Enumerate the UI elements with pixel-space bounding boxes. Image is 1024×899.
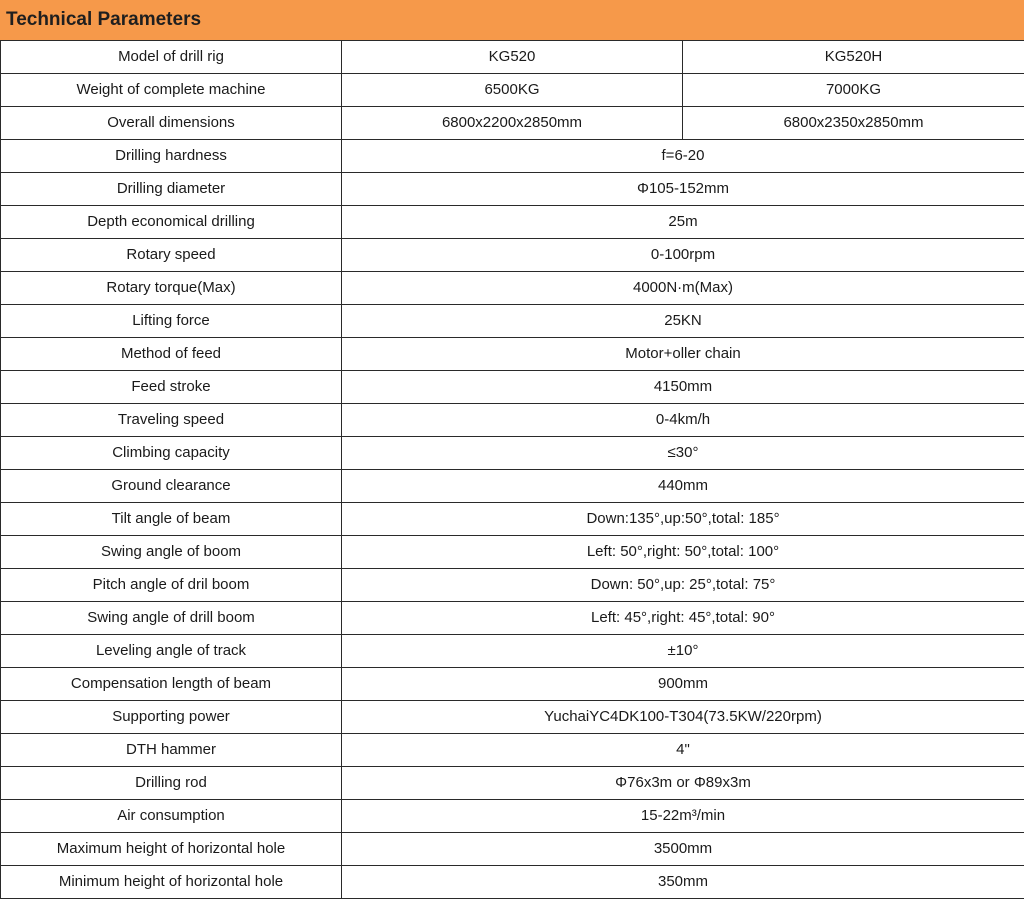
param-label: Compensation length of beam <box>1 668 342 701</box>
param-value-kg520h: 7000KG <box>683 74 1024 107</box>
table-row <box>1 272 1024 305</box>
param-value: Left: 50°,right: 50°,total: 100° <box>342 536 1024 569</box>
spec-table-body <box>1 41 1024 899</box>
param-label: Traveling speed <box>1 404 342 437</box>
param-value: 25KN <box>342 305 1024 338</box>
param-value: 4000N·m(Max) <box>342 272 1024 305</box>
param-value-kg520: 6800x2200x2850mm <box>342 107 683 140</box>
table-row <box>1 437 1024 470</box>
param-value: 25m <box>342 206 1024 239</box>
param-label: Drilling hardness <box>1 140 342 173</box>
param-label: Swing angle of boom <box>1 536 342 569</box>
param-value: Φ76x3m or Φ89x3m <box>342 767 1024 800</box>
param-label: Climbing capacity <box>1 437 342 470</box>
table-row <box>1 668 1024 701</box>
param-label: Tilt angle of beam <box>1 503 342 536</box>
technical-parameters-table <box>0 40 1024 899</box>
param-label: Air consumption <box>1 800 342 833</box>
title-bar <box>0 0 1024 40</box>
table-row <box>1 635 1024 668</box>
table-row <box>1 305 1024 338</box>
param-value: YuchaiYC4DK100-T304(73.5KW/220rpm) <box>342 701 1024 734</box>
table-row <box>1 800 1024 833</box>
param-value: Down:135°,up:50°,total: 185° <box>342 503 1024 536</box>
param-label: Minimum height of horizontal hole <box>1 866 342 899</box>
param-value: ±10° <box>342 635 1024 668</box>
table-row <box>1 404 1024 437</box>
table-row <box>1 866 1024 899</box>
param-value: 440mm <box>342 470 1024 503</box>
param-value: 15-22m³/min <box>342 800 1024 833</box>
param-label: Pitch angle of dril boom <box>1 569 342 602</box>
param-value: Motor+oller chain <box>342 338 1024 371</box>
param-label: Rotary speed <box>1 239 342 272</box>
param-label: Overall dimensions <box>1 107 342 140</box>
param-value: 4" <box>342 734 1024 767</box>
param-label: Maximum height of horizontal hole <box>1 833 342 866</box>
param-value: Down: 50°,up: 25°,total: 75° <box>342 569 1024 602</box>
param-value: 4150mm <box>342 371 1024 404</box>
table-row <box>1 833 1024 866</box>
table-row <box>1 701 1024 734</box>
table-row <box>1 107 1024 140</box>
param-value: 0-100rpm <box>342 239 1024 272</box>
param-label: Rotary torque(Max) <box>1 272 342 305</box>
param-label: Drilling diameter <box>1 173 342 206</box>
param-label: Model of drill rig <box>1 41 342 74</box>
param-value: 0-4km/h <box>342 404 1024 437</box>
param-value: 900mm <box>342 668 1024 701</box>
table-row <box>1 536 1024 569</box>
param-value: 3500mm <box>342 833 1024 866</box>
table-row <box>1 239 1024 272</box>
param-value: 350mm <box>342 866 1024 899</box>
param-label: Feed stroke <box>1 371 342 404</box>
table-row <box>1 371 1024 404</box>
param-label: Drilling rod <box>1 767 342 800</box>
table-row <box>1 206 1024 239</box>
param-value: Φ105-152mm <box>342 173 1024 206</box>
table-row <box>1 602 1024 635</box>
param-label: Leveling angle of track <box>1 635 342 668</box>
table-row <box>1 767 1024 800</box>
param-value-kg520: 6500KG <box>342 74 683 107</box>
table-row <box>1 503 1024 536</box>
param-label: DTH hammer <box>1 734 342 767</box>
table-row <box>1 338 1024 371</box>
param-label: Swing angle of drill boom <box>1 602 342 635</box>
param-value: Left: 45°,right: 45°,total: 90° <box>342 602 1024 635</box>
table-row-model <box>1 41 1024 74</box>
param-value-kg520h: 6800x2350x2850mm <box>683 107 1024 140</box>
param-label: Depth economical drilling <box>1 206 342 239</box>
param-label: Supporting power <box>1 701 342 734</box>
param-value: f=6-20 <box>342 140 1024 173</box>
table-row <box>1 470 1024 503</box>
table-row <box>1 569 1024 602</box>
param-label: Weight of complete machine <box>1 74 342 107</box>
page-title: Technical Parameters <box>6 9 202 30</box>
model-kg520h: KG520H <box>683 41 1024 74</box>
table-row <box>1 173 1024 206</box>
param-value: ≤30° <box>342 437 1024 470</box>
table-row <box>1 734 1024 767</box>
model-kg520: KG520 <box>342 41 683 74</box>
param-label: Ground clearance <box>1 470 342 503</box>
param-label: Lifting force <box>1 305 342 338</box>
param-label: Method of feed <box>1 338 342 371</box>
table-row <box>1 74 1024 107</box>
table-row <box>1 140 1024 173</box>
